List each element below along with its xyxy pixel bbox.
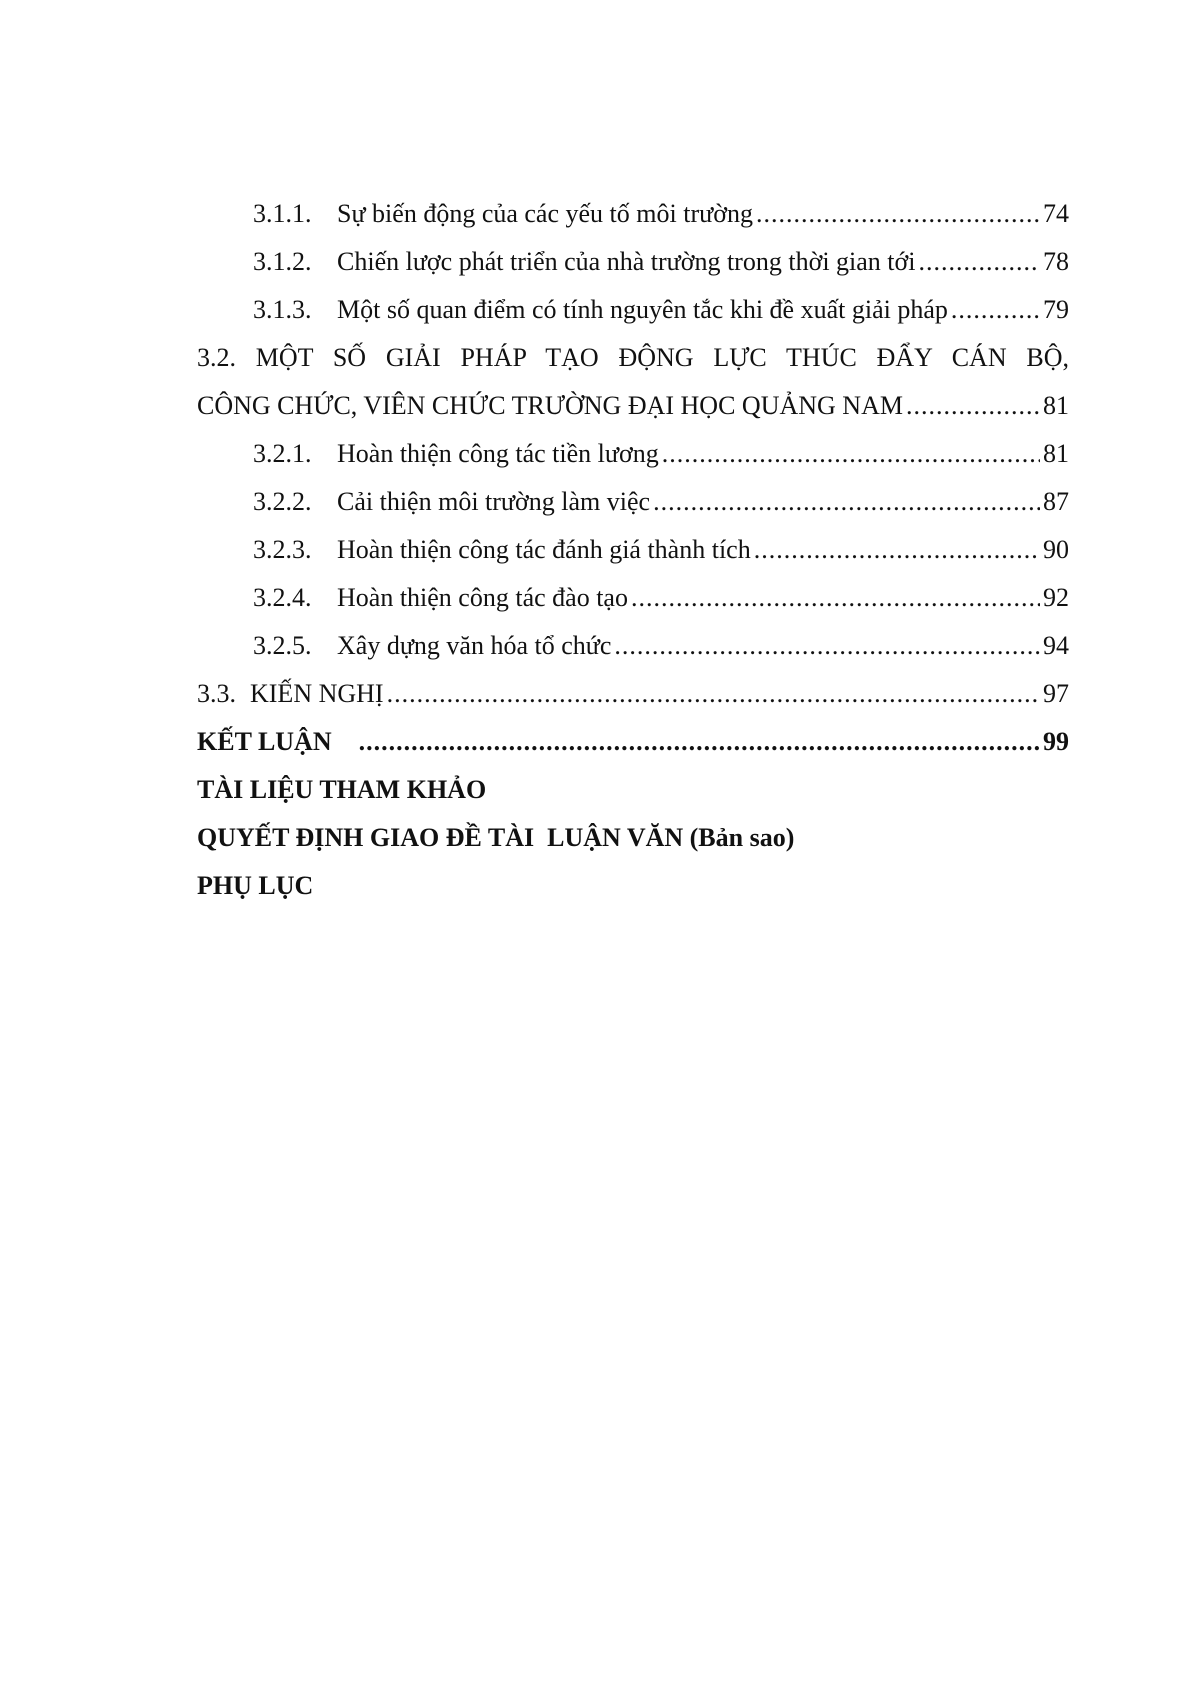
toc-entry-page: 87	[1043, 487, 1069, 516]
dot-leader	[614, 622, 1040, 670]
toc-entry-page: 81	[1043, 439, 1069, 468]
toc-entry-title: Chiến lược phát triển của nhà trường trong thời gian tới	[337, 247, 916, 276]
toc-entry-number: 3.2.5.	[253, 631, 312, 660]
toc-entry-title: TÀI LIỆU THAM KHẢO	[197, 775, 487, 804]
toc-entry-title: Cải thiện môi trường làm việc	[337, 487, 651, 516]
toc-entry-title: Một số quan điểm có tính nguyên tắc khi đề xuất giải pháp	[337, 295, 948, 324]
dot-leader	[951, 286, 1040, 334]
toc-entry-title-line1: MỘT SỐ GIẢI PHÁP TẠO ĐỘNG LỰC THÚC ĐẨY CÁN BỘ,	[255, 343, 1069, 372]
dot-leader	[662, 430, 1040, 478]
toc-entry-tai-lieu-tham-khao[interactable]	[197, 766, 1069, 814]
toc-entry-title: KẾT LUẬN	[197, 727, 332, 756]
dot-leader	[919, 238, 1041, 286]
toc-entry-number: 3.3.	[197, 679, 236, 708]
toc-entry-3-3[interactable]	[197, 670, 1069, 718]
toc-entry-3-2-4[interactable]	[197, 574, 1069, 622]
toc-entry-title: Hoàn thiện công tác tiền lương	[337, 439, 659, 468]
toc-entry-number: 3.2.	[197, 343, 236, 372]
dot-leader	[359, 718, 1040, 766]
toc-entry-number: 3.1.2.	[253, 247, 312, 276]
toc-entry-3-2-2[interactable]	[197, 478, 1069, 526]
toc-entry-phu-luc[interactable]	[197, 862, 1069, 910]
toc-entry-3-2-line1[interactable]	[197, 334, 1069, 382]
dot-leader	[906, 382, 1040, 430]
toc-entry-page: 79	[1043, 295, 1069, 324]
toc-entry-page: 97	[1043, 679, 1069, 708]
toc-entry-3-1-2[interactable]	[197, 238, 1069, 286]
dot-leader	[387, 670, 1040, 718]
toc-entry-number: 3.1.3.	[253, 295, 312, 324]
table-of-contents	[197, 190, 1069, 910]
toc-entry-number: 3.2.4.	[253, 583, 312, 612]
toc-entry-title: QUYẾT ĐỊNH GIAO ĐỀ TÀI LUẬN VĂN (Bản sao)	[197, 823, 795, 852]
toc-entry-page: 81	[1043, 391, 1069, 420]
toc-entry-3-2-5[interactable]	[197, 622, 1069, 670]
toc-entry-number: 3.2.1.	[253, 439, 312, 468]
toc-entry-number: 3.2.3.	[253, 535, 312, 564]
toc-entry-page: 99	[1043, 727, 1069, 756]
dot-leader	[631, 574, 1040, 622]
toc-entry-title: Hoàn thiện công tác đánh giá thành tích	[337, 535, 751, 564]
dot-leader	[653, 478, 1040, 526]
toc-entry-number: 3.2.2.	[253, 487, 312, 516]
toc-entry-title: Sự biến động của các yếu tố môi trường	[337, 199, 753, 228]
toc-entry-number: 3.1.1.	[253, 199, 312, 228]
toc-entry-3-2-line2[interactable]	[197, 382, 1069, 430]
toc-entry-page: 78	[1043, 247, 1069, 276]
dot-leader	[754, 526, 1040, 574]
toc-entry-page: 92	[1043, 583, 1069, 612]
dot-leader	[756, 190, 1040, 238]
toc-entry-3-1-3[interactable]	[197, 286, 1069, 334]
toc-entry-title: Hoàn thiện công tác đào tạo	[337, 583, 628, 612]
toc-entry-3-1-1[interactable]	[197, 190, 1069, 238]
toc-entry-title-line2: CÔNG CHỨC, VIÊN CHỨC TRƯỜNG ĐẠI HỌC QUẢNG NAM	[197, 391, 903, 420]
toc-entry-page: 94	[1043, 631, 1069, 660]
toc-entry-title: Xây dựng văn hóa tổ chức	[337, 631, 612, 660]
toc-entry-quyet-dinh[interactable]	[197, 814, 1069, 862]
toc-entry-title: KIẾN NGHỊ	[250, 679, 384, 708]
toc-entry-3-2-3[interactable]	[197, 526, 1069, 574]
toc-entry-ket-luan[interactable]	[197, 718, 1069, 766]
toc-entry-page: 90	[1043, 535, 1069, 564]
toc-entry-page: 74	[1043, 199, 1069, 228]
toc-entry-3-2-1[interactable]	[197, 430, 1069, 478]
toc-entry-title: PHỤ LỤC	[197, 871, 314, 900]
